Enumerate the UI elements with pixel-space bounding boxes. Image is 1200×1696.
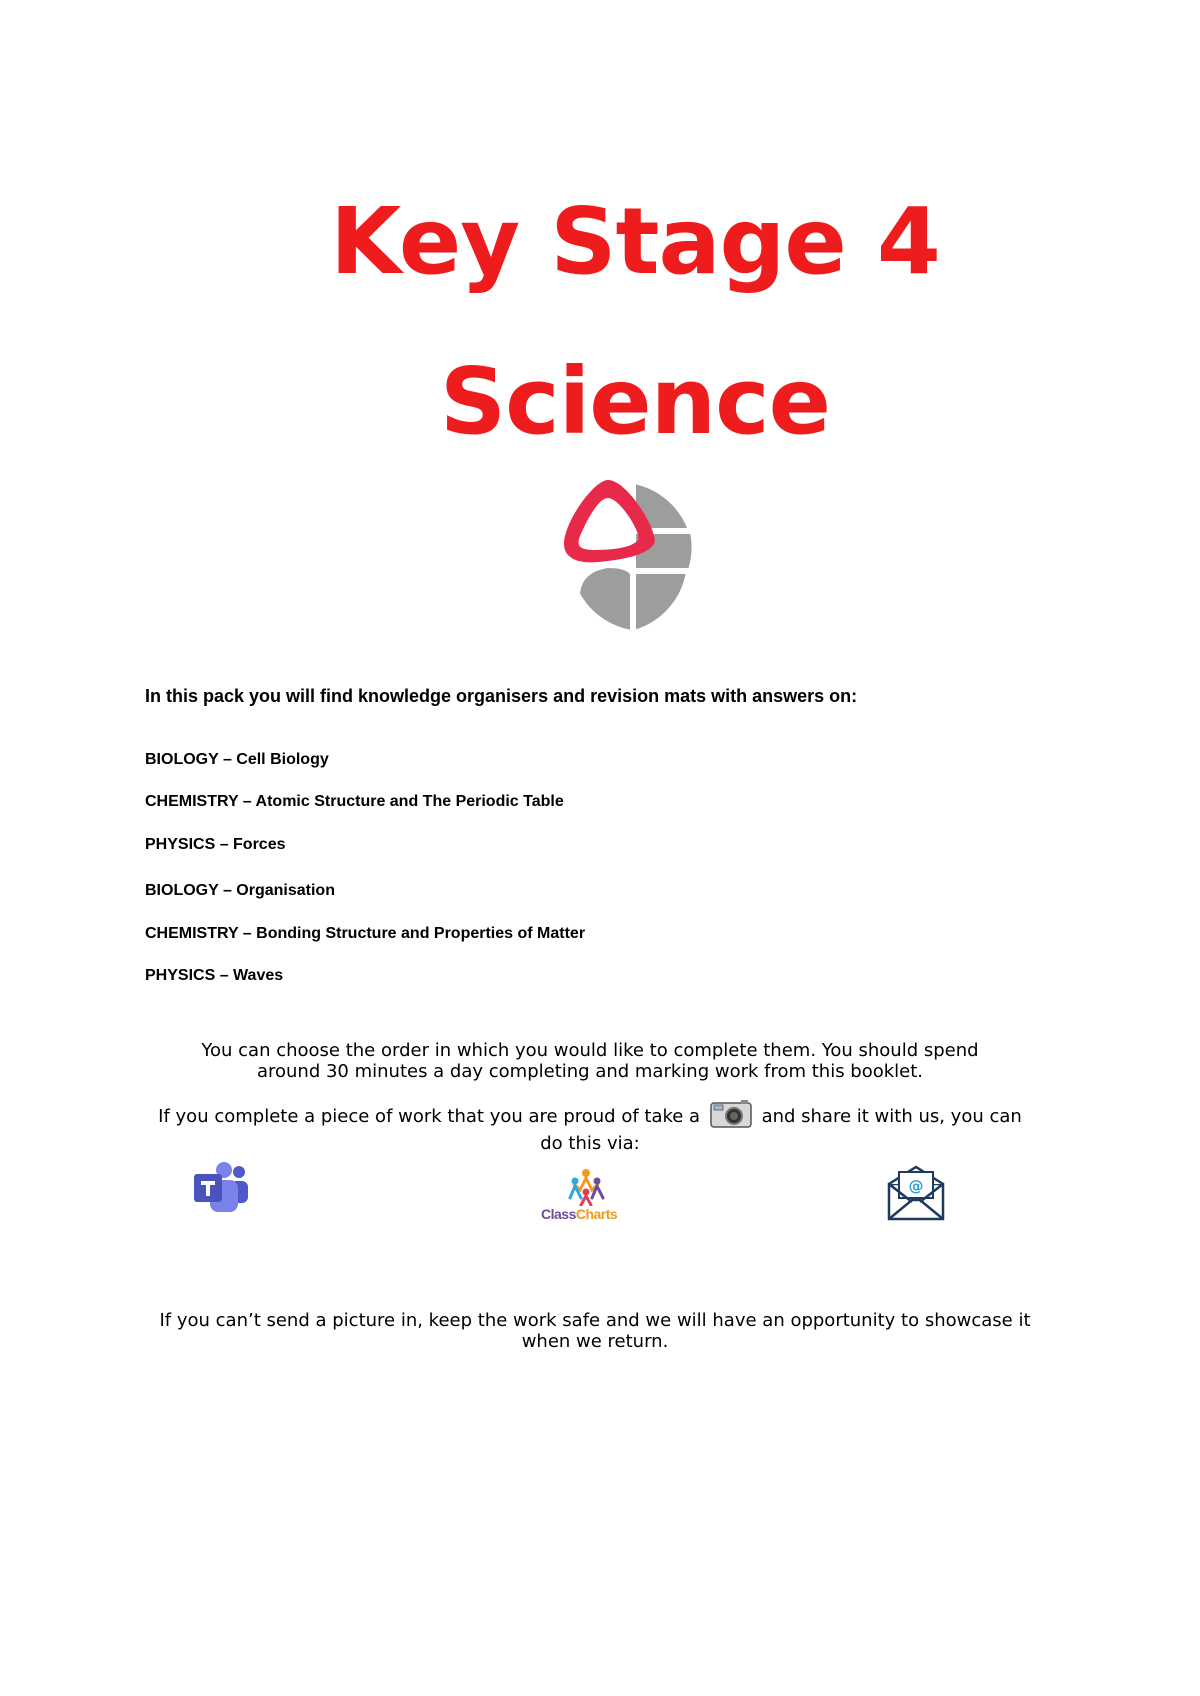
- topic-item: PHYSICS – Waves: [145, 967, 284, 984]
- topic-item: CHEMISTRY – Bonding Structure and Properties of Matter: [145, 925, 586, 942]
- order-line-2: around 30 minutes a day completing and marking work from this booklet.: [256, 1061, 924, 1082]
- camera-icon: [710, 1100, 752, 1133]
- microsoft-teams-icon[interactable]: [192, 1162, 250, 1220]
- classcharts-label: ClassCharts: [541, 1206, 618, 1222]
- topic-item: CHEMISTRY – Atomic Structure and The Periodic Table: [145, 793, 564, 810]
- topic-item: BIOLOGY – Organisation: [145, 882, 335, 899]
- school-logo-icon: [558, 474, 700, 640]
- order-paragraph: [140, 1040, 1040, 1082]
- title-line-2: Science: [439, 348, 831, 455]
- order-line-1: You can choose the order in which you would like to complete them. You should spend: [201, 1040, 979, 1061]
- share-line-1a: If you complete a piece of work that you are proud of take a: [158, 1106, 701, 1127]
- classcharts-icon[interactable]: [566, 1168, 606, 1210]
- share-line-1b: and share it with us, you can: [761, 1106, 1022, 1127]
- title-line-1: Key Stage 4: [330, 188, 940, 295]
- closing-line-1: If you can’t send a picture in, keep the work safe and we will have an opportunity to showcase it: [159, 1310, 1031, 1331]
- topic-item: BIOLOGY – Cell Biology: [145, 751, 329, 768]
- svg-text:@: @: [908, 1177, 924, 1195]
- share-line-2: do this via:: [540, 1133, 640, 1154]
- topic-item: PHYSICS – Forces: [145, 836, 286, 853]
- email-icon[interactable]: [886, 1164, 946, 1226]
- share-paragraph: [135, 1100, 1045, 1154]
- closing-paragraph: [130, 1310, 1060, 1352]
- closing-line-2: when we return.: [521, 1331, 669, 1352]
- intro-text: In this pack you will find knowledge organisers and revision mats with answers on:: [145, 686, 858, 706]
